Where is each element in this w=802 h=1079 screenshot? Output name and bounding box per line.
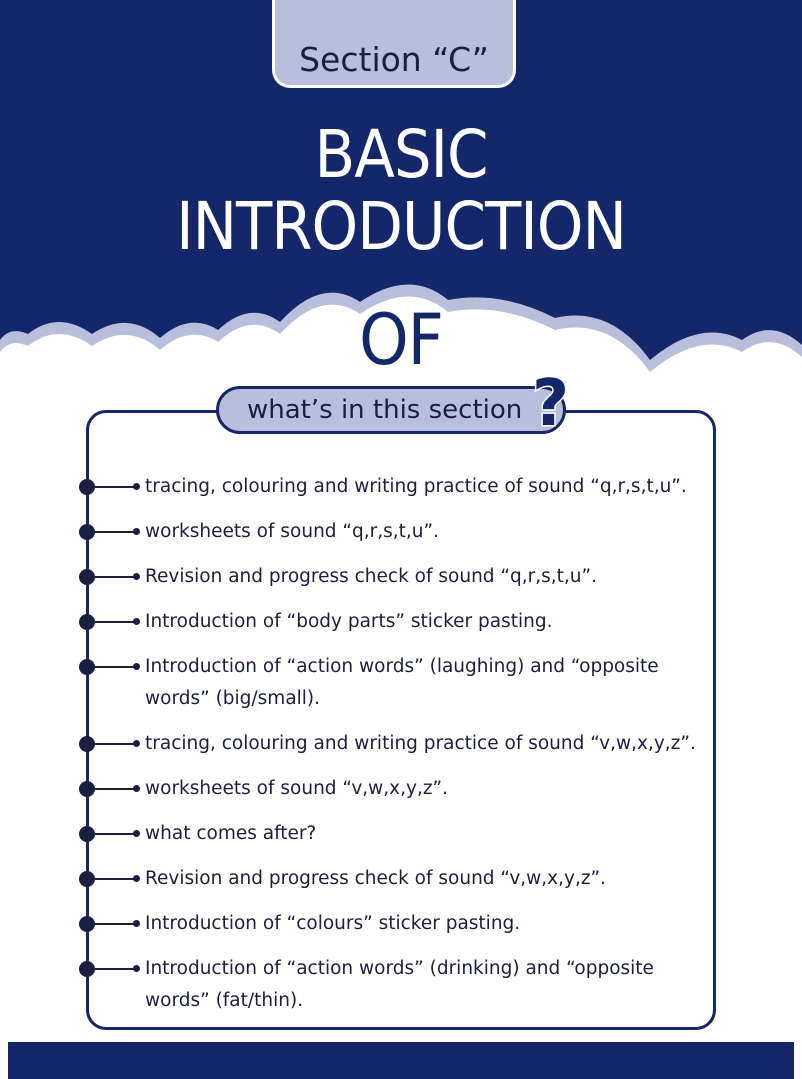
bullet-end-dot [133,965,140,972]
bullet-dot [79,781,95,797]
bullet-end-dot [133,663,140,670]
bullet-end-dot [133,785,140,792]
bullet-dot [79,524,95,540]
list-item-text: Introduction of “body parts” sticker pasting. [145,611,553,632]
list-item-text: tracing, colouring and writing practice of sound “q,r,s,t,u”. [145,476,687,497]
footer-bar [8,1042,794,1079]
bullet-dot [79,871,95,887]
title-line-introduction: INTRODUCTION [176,188,626,265]
bullet-connector [95,788,136,790]
bullet-end-dot [133,740,140,747]
bullet-dot [79,659,95,675]
section-heading-pill [216,386,566,434]
list-item-text: Revision and progress check of sound “v,w,x,y,z”. [145,868,607,889]
bullet-end-dot [133,573,140,580]
bullet-end-dot [133,920,140,927]
list-item-text: tracing, colouring and writing practice of sound “v,w,x,y,z”. [145,733,696,754]
bullet-dot [79,736,95,752]
title-line-of: OF [359,299,443,381]
bullet-connector [95,531,136,533]
bullet-dot [79,916,95,932]
bullet-end-dot [133,618,140,625]
bullet-connector [95,576,136,578]
bullet-end-dot [133,528,140,535]
section-label-tab [272,0,516,88]
bullet-connector [95,666,136,668]
bullet-dot [79,826,95,842]
list-item-text: Introduction of “action words” (drinking) and “opposite words” (fat/thin). [145,958,654,1011]
list-item-text: Revision and progress check of sound “q,r,s,t,u”. [145,566,597,587]
section-heading: what’s in this section [247,395,523,425]
bullet-connector [95,878,136,880]
bullet-end-dot [133,875,140,882]
bullet-dot [79,614,95,630]
list-item-text: Introduction of “colours” sticker pasting. [145,913,521,934]
bullet-end-dot [133,483,140,490]
bullet-connector [95,968,136,970]
title-line-basic: BASIC [314,116,488,193]
bullet-connector [95,743,136,745]
bullet-connector [95,486,136,488]
list-item-text: Introduction of “action words” (laughing) and “opposite words” (big/small). [145,656,659,709]
bullet-end-dot [133,830,140,837]
list-item-text: what comes after? [145,823,317,844]
bullet-connector [95,833,136,835]
question-mark-icon: ? [532,367,570,441]
bullet-dot [79,479,95,495]
bullet-dot [79,961,95,977]
bullet-connector [95,923,136,925]
bullet-connector [95,621,136,623]
list-item-text: worksheets of sound “q,r,s,t,u”. [145,521,439,542]
bullet-dot [79,569,95,585]
list-item-text: worksheets of sound “v,w,x,y,z”. [145,778,449,799]
section-label: Section “C” [299,40,489,79]
